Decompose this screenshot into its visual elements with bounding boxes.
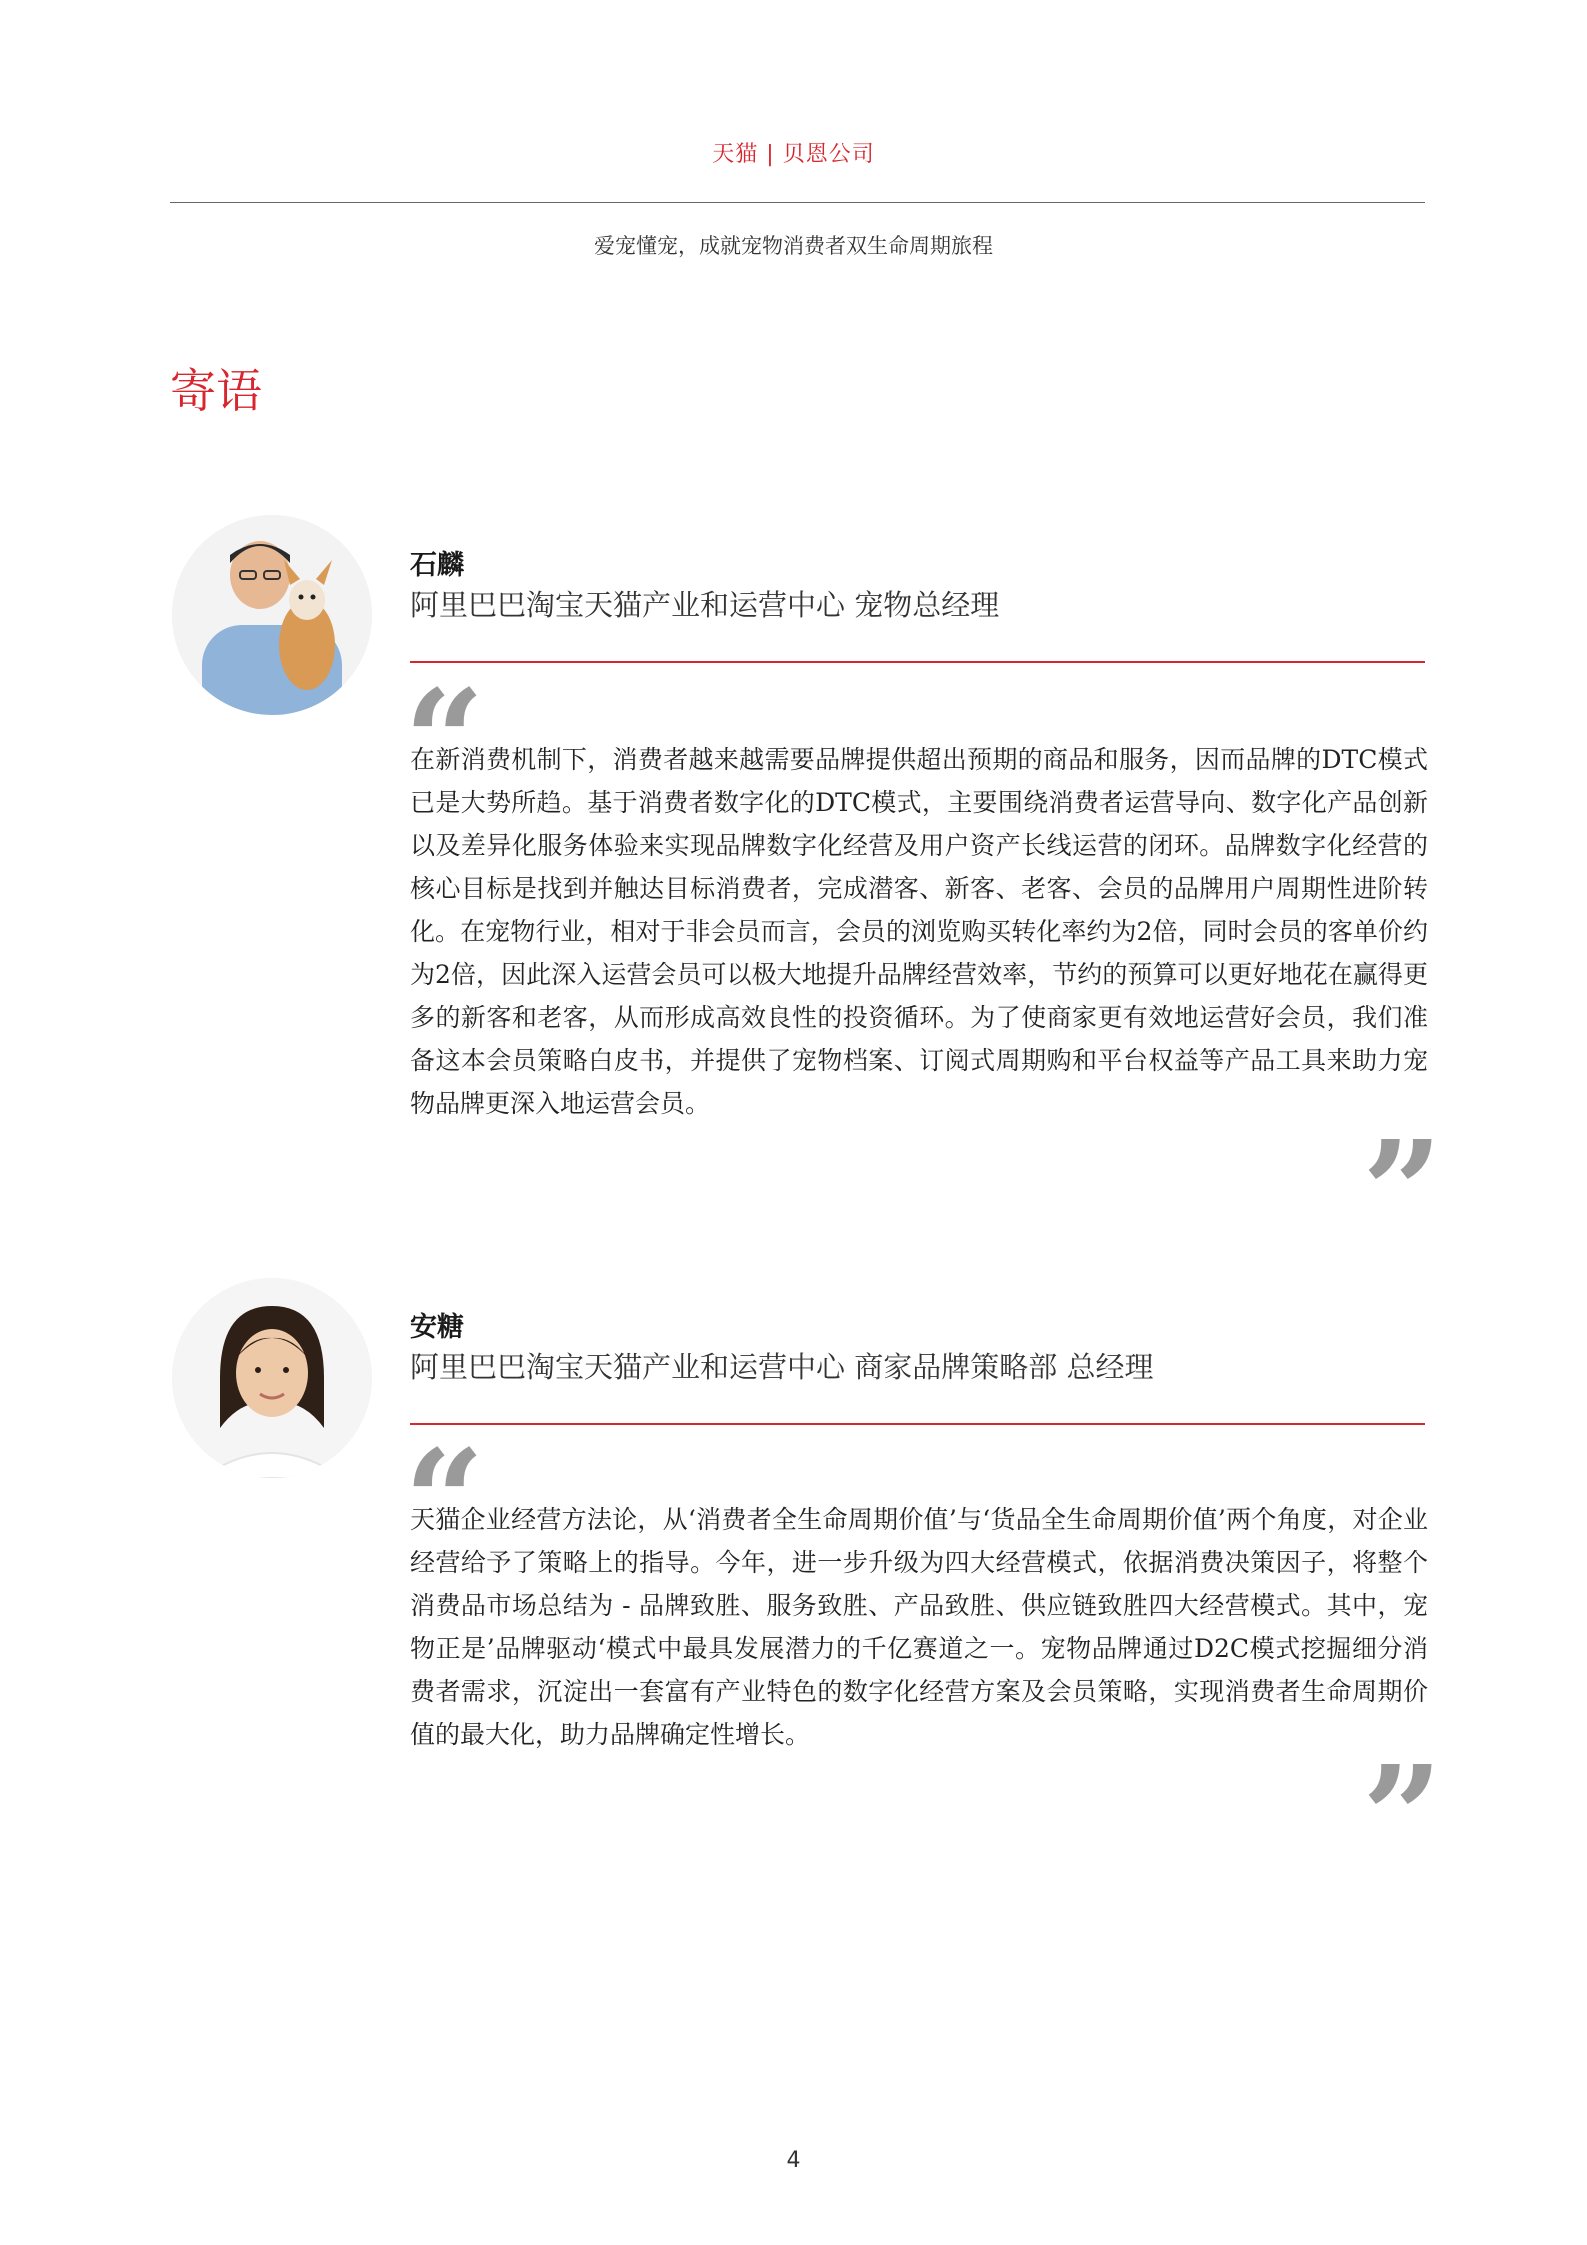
close-quote-icon: ” <box>1362 1111 1443 1275</box>
page-number: 4 <box>786 2148 801 2173</box>
open-quote-icon: “ <box>404 1420 485 1584</box>
header-brand: 天猫 | 贝恩公司 <box>712 142 875 167</box>
avatar <box>172 515 372 715</box>
open-quote-icon: “ <box>404 660 485 824</box>
avatar <box>172 1278 372 1478</box>
person-name: 安糖 <box>410 1312 464 1343</box>
person-name: 石麟 <box>410 550 464 581</box>
quote-text: 在新消费机制下，消费者越来越需要品牌提供超出预期的商品和服务，因而品牌的DTC模式已是大势所趋。基于消费者数字化的DTC模式，主要围绕消费者运营导向、数字化产品创新以及差异化服务体验来实现品牌数字化经营及用户资产长线运营的闭环。品牌数字化经营的核心目标是找到并触达目标消费者，完成潜客、新客、老客、会员的品牌用户周期性进阶转化。在宠物行业，相对于非会员而言，会员的浏览购买转化率约为2倍，同时会员的客单价约为2倍，因此深入运营会员可以极大地提升品牌经营效率，节约的预算可以更好地花在赢得更多的新客和老客，从而形成高效良性的投资循环。为了使商家更有效地运营好会员，我们准备这本会员策略白皮书，并提供了宠物档案、订阅式周期购和平台权益等产品工具来助力宠物品牌更深入地运营会员。 <box>410 745 1428 1118</box>
person-portrait-photo <box>172 1278 372 1478</box>
person-with-dog-photo <box>172 515 372 715</box>
section-title: 寄语 <box>170 364 262 418</box>
close-quote-icon: ” <box>1362 1736 1443 1900</box>
header-subtitle: 爱宠懂宠，成就宠物消费者双生命周期旅程 <box>594 234 993 258</box>
quote-text: 天猫企业经营方法论，从‘消费者全生命周期价值’与‘货品全生命周期价值’两个角度，对企业经营给予了策略上的指导。今年，进一步升级为四大经营模式，依据消费决策因子，将整个消费品市场总结为 - 品牌致胜、服务致胜、产品致胜、供应链致胜四大经营模式。其中，宠物正是’品牌驱动‘模式中最具发展潜力的千亿赛道之一。宠物品牌通过D2C模式挖掘细分消费者需求，沉淀出一套富有产业特色的数字化经营方案及会员策略，实现消费者生命周期价值的最大化，助力品牌确定性增长。 <box>410 1505 1428 1749</box>
header-divider <box>170 202 1425 203</box>
person-title: 阿里巴巴淘宝天猫产业和运营中心 商家品牌策略部 总经理 <box>410 1350 1154 1384</box>
card-divider <box>410 661 1425 663</box>
person-title: 阿里巴巴淘宝天猫产业和运营中心 宠物总经理 <box>410 588 1000 622</box>
card-divider <box>410 1423 1425 1425</box>
